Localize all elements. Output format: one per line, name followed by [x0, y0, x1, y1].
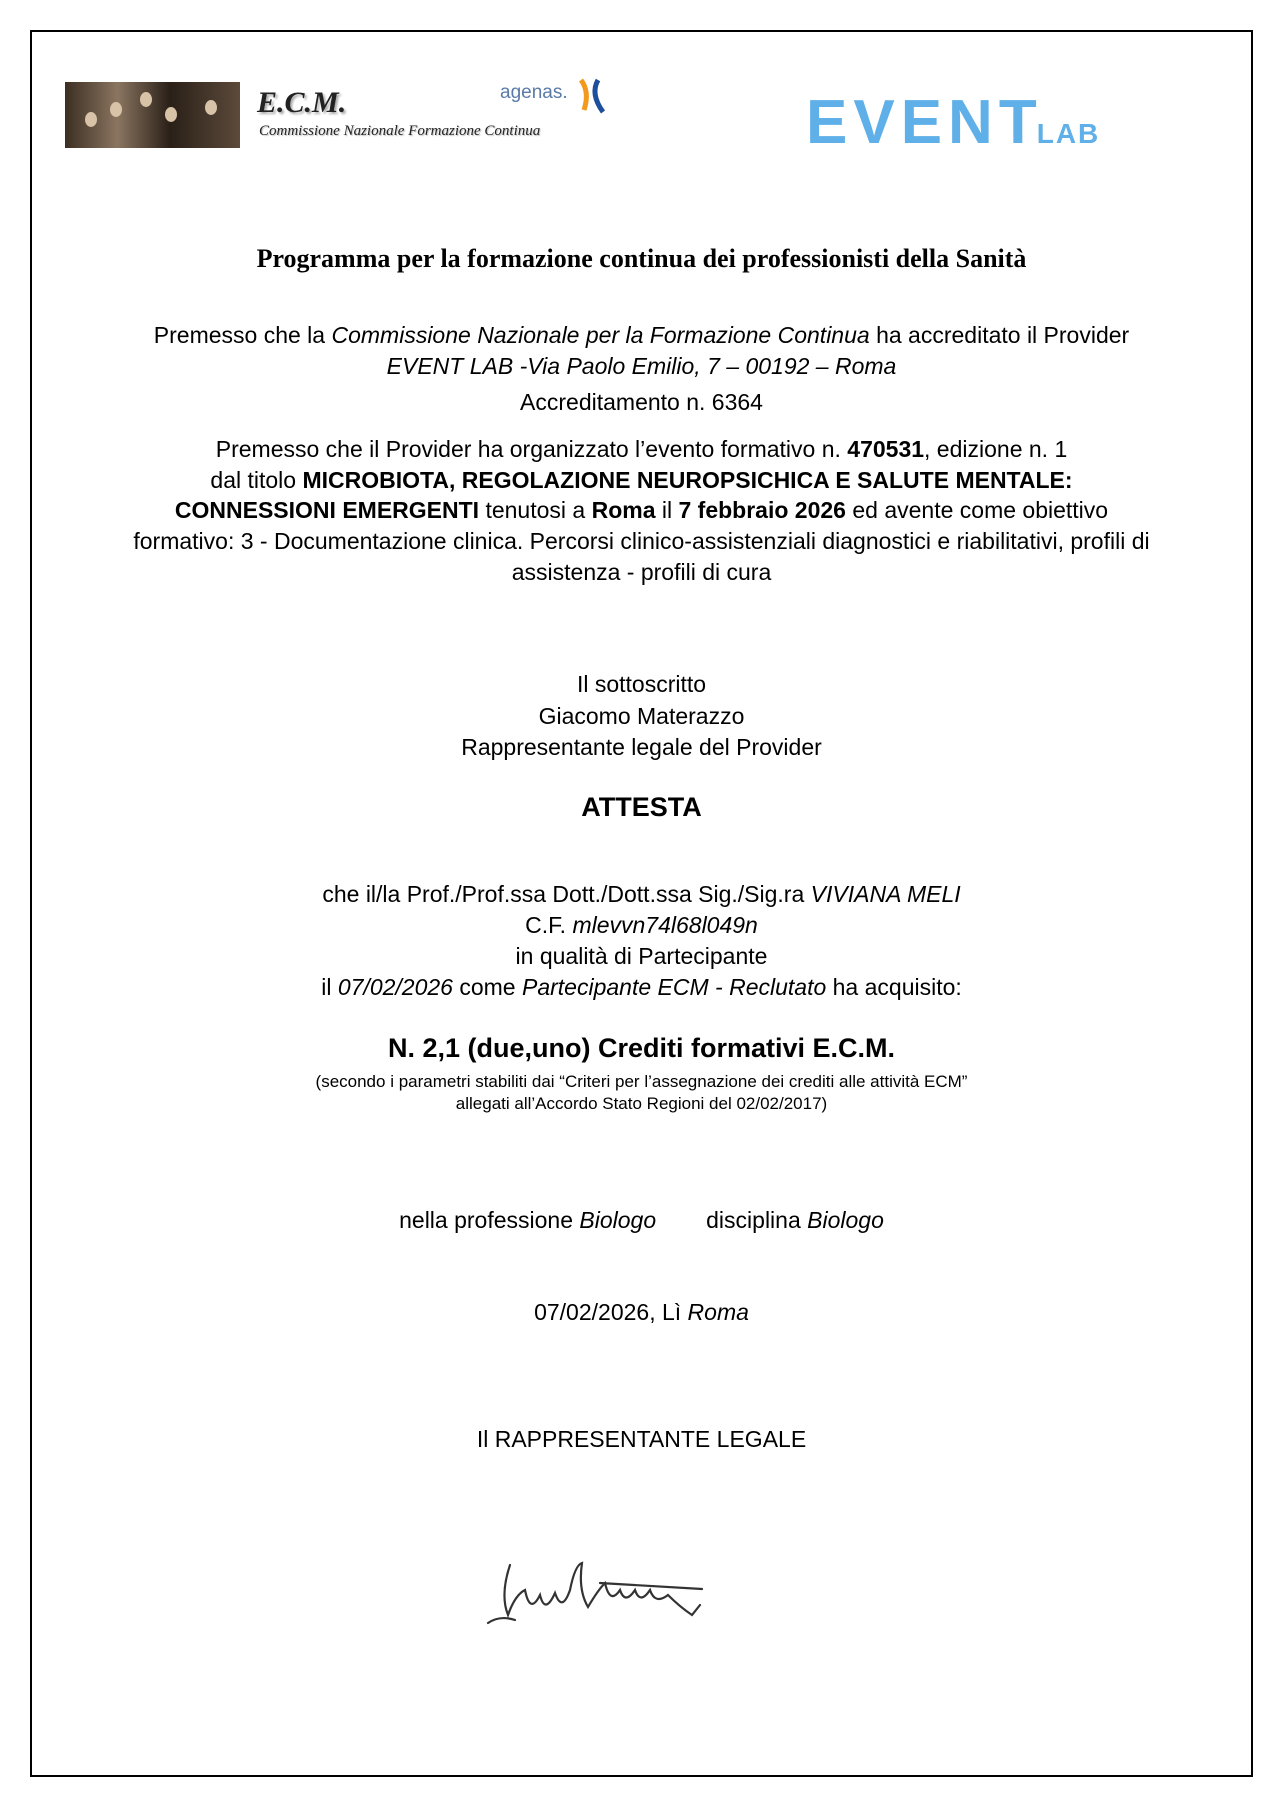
participant-qualita: in qualità di Partecipante — [515, 943, 768, 969]
fiscal-code-line: C.F. mlevvn74l68l049n — [525, 912, 758, 938]
accreditation-number: Accreditamento n. 6364 — [520, 389, 763, 415]
profession-line: nella professione Biologo disciplina Biologo — [399, 1207, 884, 1233]
signature-image — [470, 1545, 810, 1640]
accreditation-line: Premesso che la Commissione Nazionale per la Formazione Continua ha accreditato il Provider — [153, 322, 1130, 348]
event-line-4: formativo: 3 - Documentazione clinica. Percorsi clinico-assistenziali diagnostici e riabilitativi, profili di — [133, 528, 1150, 554]
provider-address: EVENT LAB -Via Paolo Emilio, 7 – 00192 – Roma — [386, 353, 897, 379]
agenas-logo: agenas. — [500, 82, 568, 103]
credits-note-2: allegati all’Accordo Stato Regioni del 02/02/2017) — [455, 1094, 828, 1113]
event-line-3: CONNESSIONI EMERGENTI tenutosi a Roma il 7 febbraio 2026 ed avente come obiettivo — [174, 497, 1109, 523]
agenas-mark-icon — [578, 78, 606, 114]
attesta-heading: ATTESTA — [581, 792, 702, 822]
participant-role-line: il 07/02/2026 come Partecipante ECM - Reclutato ha acquisito: — [321, 974, 962, 1000]
legal-representative-label: Il RAPPRESENTANTE LEGALE — [476, 1426, 807, 1452]
credits-headline: N. 2,1 (due,uno) Crediti formativi E.C.M. — [387, 1033, 896, 1063]
ecm-logo-title: E.C.M. — [257, 86, 347, 119]
ecm-logo-subtitle: Commissione Nazionale Formazione Continua — [259, 123, 541, 139]
program-title: Programma per la formazione continua dei professionisti della Sanità — [256, 244, 1027, 273]
ecm-painting-image — [65, 82, 240, 148]
participant-line: che il/la Prof./Prof.ssa Dott./Dott.ssa Sig./Sig.ra VIVIANA MELI — [322, 881, 961, 907]
event-line-1: Premesso che il Provider ha organizzato l’evento formativo n. 470531, edizione n. 1 — [215, 436, 1068, 462]
signatory-role: Rappresentante legale del Provider — [461, 734, 822, 760]
place-date: 07/02/2026, Lì Roma — [534, 1299, 749, 1325]
eventlab-logo: EVENTLAB — [806, 88, 1101, 157]
signatory-intro: Il sottoscritto — [576, 671, 707, 697]
signatory-name: Giacomo Materazzo — [538, 703, 745, 729]
credits-note-1: (secondo i parametri stabiliti dai “Criteri per l’assegnazione dei crediti alle attività ECM” — [315, 1072, 968, 1091]
event-line-5: assistenza - profili di cura — [511, 559, 772, 585]
event-line-2: dal titolo MICROBIOTA, REGOLAZIONE NEUROPSICHICA E SALUTE MENTALE: — [210, 467, 1073, 493]
